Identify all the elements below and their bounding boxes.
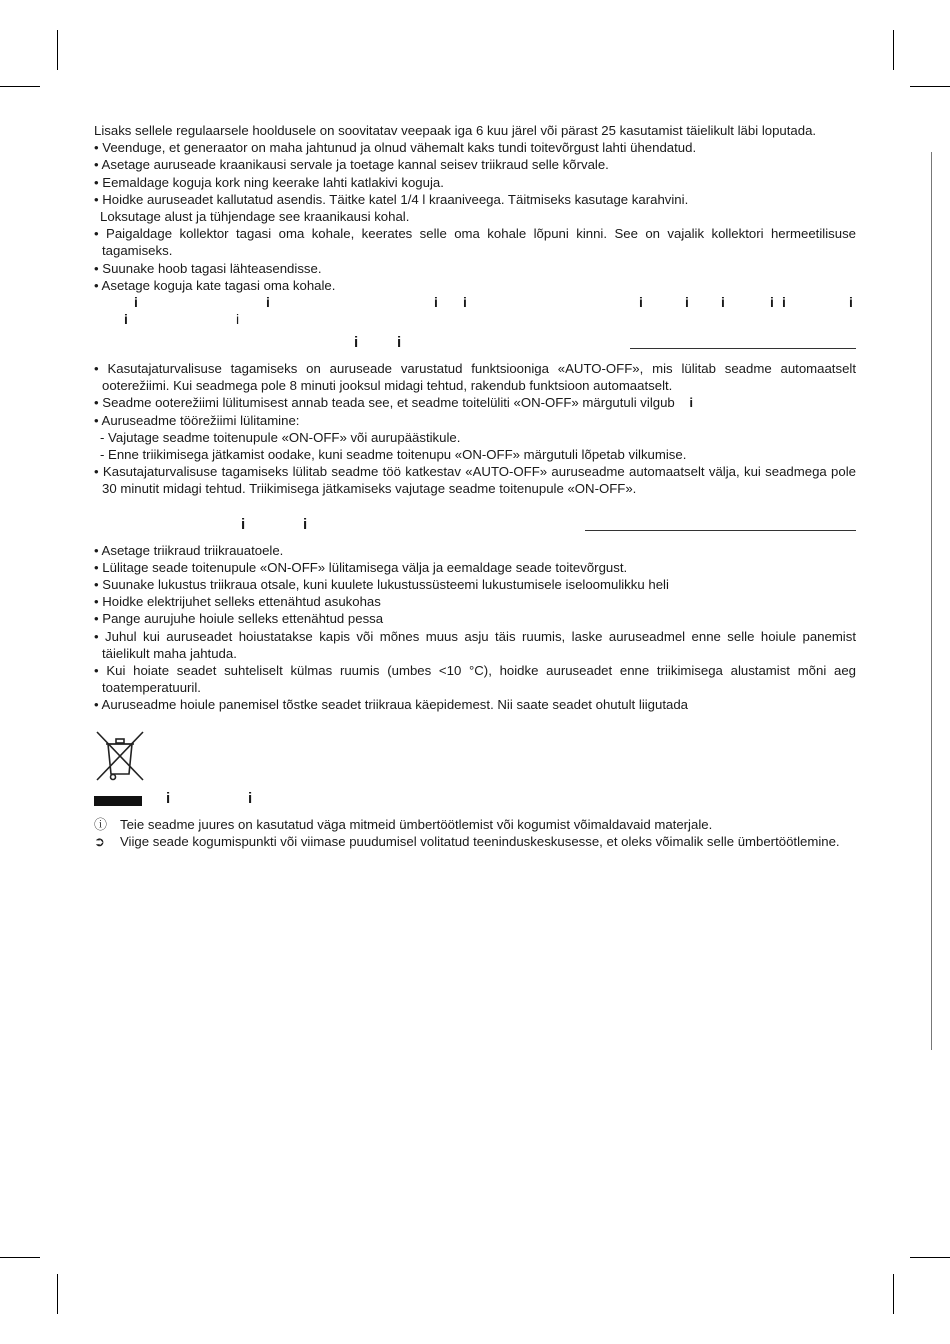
glyph-fragment: i xyxy=(689,395,694,411)
crop-mark-top-right-horizontal xyxy=(910,86,950,87)
page-edge-line xyxy=(931,152,932,1050)
intro-bullet-4: • Hoidke auruseadet kallutatud asendis. Täitke katel 1/4 l kraaniveega. Täitmiseks kasutage karahvini. xyxy=(94,191,689,207)
glyph-fragment: i xyxy=(236,311,240,328)
heading-glyph: i xyxy=(354,334,359,352)
environment-heading xyxy=(94,790,856,812)
storage-bullet-5: • Pange aurujuhe hoiule selleks ettenähtud pessa xyxy=(94,611,384,627)
environment-item-2 xyxy=(94,833,856,850)
environment-item-text: Teie seadme juures on kasutatud väga mitmeid ümbertöötlemist või kogumist võimaldavaid materjale. xyxy=(120,816,713,832)
glyph-fragment: i xyxy=(639,294,643,311)
environment-item-1 xyxy=(94,816,856,833)
fragment-line-1 xyxy=(94,294,856,311)
document-body xyxy=(94,122,856,850)
glyph-fragment: i xyxy=(849,294,853,311)
glyph-fragment: i xyxy=(124,311,128,328)
storage-bullet-3: • Suunake lukustus triikraua otsale, kuni kuulete lukustussüsteemi lukustumisele iseloomulikku heli xyxy=(94,577,669,593)
heading-glyph: i xyxy=(248,789,253,807)
fragment-line-2 xyxy=(94,311,856,328)
glyph-fragment: i xyxy=(721,294,725,311)
glyph-fragment: i xyxy=(770,294,774,311)
auto-off-sub-2: - Enne triikimisega jätkamist oodake, kuni seadme toitenupu «ON-OFF» märgutuli lõpetab vilkumise. xyxy=(100,447,687,463)
weee-crossed-bin-icon xyxy=(94,730,146,782)
intro-bullet-5: • Paigaldage kollektor tagasi oma kohale, keerates selle oma kohale lõpuni kinni. See on vajalik kollektori hermeetilisuse tagamiseks. xyxy=(94,226,856,259)
auto-off-bullet-2-text: • Seadme ooterežiimi lülitumisest annab teada see, et seadme toitelüliti «ON-OFF» märgutuli vilgub xyxy=(94,395,675,411)
storage-bullet-8: • Auruseadme hoiule panemisel tõstke seadet triikraua käepidemest. Nii saate seadet ohutult liigutada xyxy=(94,697,689,713)
storage-bullet-4: • Hoidke elektrijuhet selleks ettenähtud asukohas xyxy=(94,594,381,610)
heading-rule xyxy=(585,530,856,531)
crop-mark-bottom-left-horizontal xyxy=(0,1257,40,1258)
black-bar xyxy=(94,796,142,806)
auto-off-bullet-3: • Auruseadme töörežiimi lülitamine: xyxy=(94,412,300,428)
auto-off-bullet-4: • Kasutajaturvalisuse tagamiseks lülitab seadme töö katkestav «AUTO-OFF» auruseadme automaatselt välja, kui seadmega pole 30 minutit midagi tehtud. Triikimisega jätkamiseks vajutage seadme toitenupule «ON-OFF». xyxy=(94,464,856,497)
intro-bullet-6: • Suunake hoob tagasi lähteasendisse. xyxy=(94,260,322,276)
storage-bullet-2: • Lülitage seade toitenupule «ON-OFF» lülitamisega välja ja eemaldage seade toitevõrgust. xyxy=(94,559,628,575)
storage-bullet-6: • Juhul kui auruseadet hoiustatakse kapis või mõnes muus asju täis ruumis, laske auruseadmel enne selle hoiule panemist täielikult maha jahtuda. xyxy=(94,628,856,661)
heading-glyph: i xyxy=(241,515,246,533)
auto-off-bullet-2 xyxy=(94,394,856,411)
environment-item-text: Viige seade kogumispunkti või viimase puudumisel volitatud teeninduskeskusesse, et oleks võimalik selle ümbertöötlemine. xyxy=(120,834,840,850)
crop-mark-top-right-vertical xyxy=(893,30,894,70)
glyph-fragment: i xyxy=(134,294,138,311)
storage-bullet-1: • Asetage triikraud triikrauatoele. xyxy=(94,542,284,558)
crop-mark-bottom-left-vertical xyxy=(57,1274,58,1314)
crop-mark-top-left-vertical xyxy=(57,30,58,70)
intro-bullet-2: • Asetage auruseade kraanikausi servale ja toetage kannal seisev triikraud selle kõrvale. xyxy=(94,157,609,173)
heading-glyph: i xyxy=(303,515,308,533)
crop-mark-bottom-right-vertical xyxy=(893,1274,894,1314)
intro-paragraph: Lisaks sellele regulaarsele hooldusele on soovitatav veepaak iga 6 kuu järel või pärast 25 kasutamist täielikult läbi loputada. xyxy=(94,123,817,138)
storage-bullet-7: • Kui hoiate seadet suhteliselt külmas ruumis (umbes <10 °C), hoidke auruseadet enne triikimisega alustamist mõni aeg toatemperatuuril. xyxy=(94,663,856,696)
storage-heading xyxy=(94,516,856,538)
intro-bullet-1: • Veenduge, et generaator on maha jahtunud ja olnud vähemalt kaks tundi toitevõrgust lahti ühendatud. xyxy=(94,140,697,156)
auto-off-heading xyxy=(94,334,856,356)
crop-mark-bottom-right-horizontal xyxy=(910,1257,950,1258)
glyph-fragment: i xyxy=(266,294,270,311)
glyph-fragment: i xyxy=(463,294,467,311)
glyph-fragment: i xyxy=(685,294,689,311)
heading-rule xyxy=(630,348,856,349)
glyph-fragment: i xyxy=(782,294,786,311)
crop-mark-top-left-horizontal xyxy=(0,86,40,87)
glyph-fragment: i xyxy=(434,294,438,311)
auto-off-bullet-1: • Kasutajaturvalisuse tagamiseks on auruseade varustatud funktsiooniga «AUTO-OFF», mis lülitab seadme automaatselt ooterežiimi. Kui seadmega pole 8 minuti jooksul midagi tehtud, rakendub funktsioon automaatselt. xyxy=(94,361,856,394)
heading-glyph: i xyxy=(166,789,171,807)
info-circle-icon: ⓘ xyxy=(94,816,108,832)
intro-continuation: Loksutage alust ja tühjendage see kraanikausi kohal. xyxy=(100,209,410,225)
intro-bullet-3: • Eemaldage koguja kork ning keerake lahti katlakivi koguja. xyxy=(94,174,444,190)
arrow-right-icon: ➲ xyxy=(94,834,105,850)
heading-glyph: i xyxy=(397,334,402,352)
intro-bullet-7: • Asetage koguja kate tagasi oma kohale. xyxy=(94,277,336,293)
auto-off-sub-1: - Vajutage seadme toitenupule «ON-OFF» või aurupäästikule. xyxy=(100,429,461,445)
